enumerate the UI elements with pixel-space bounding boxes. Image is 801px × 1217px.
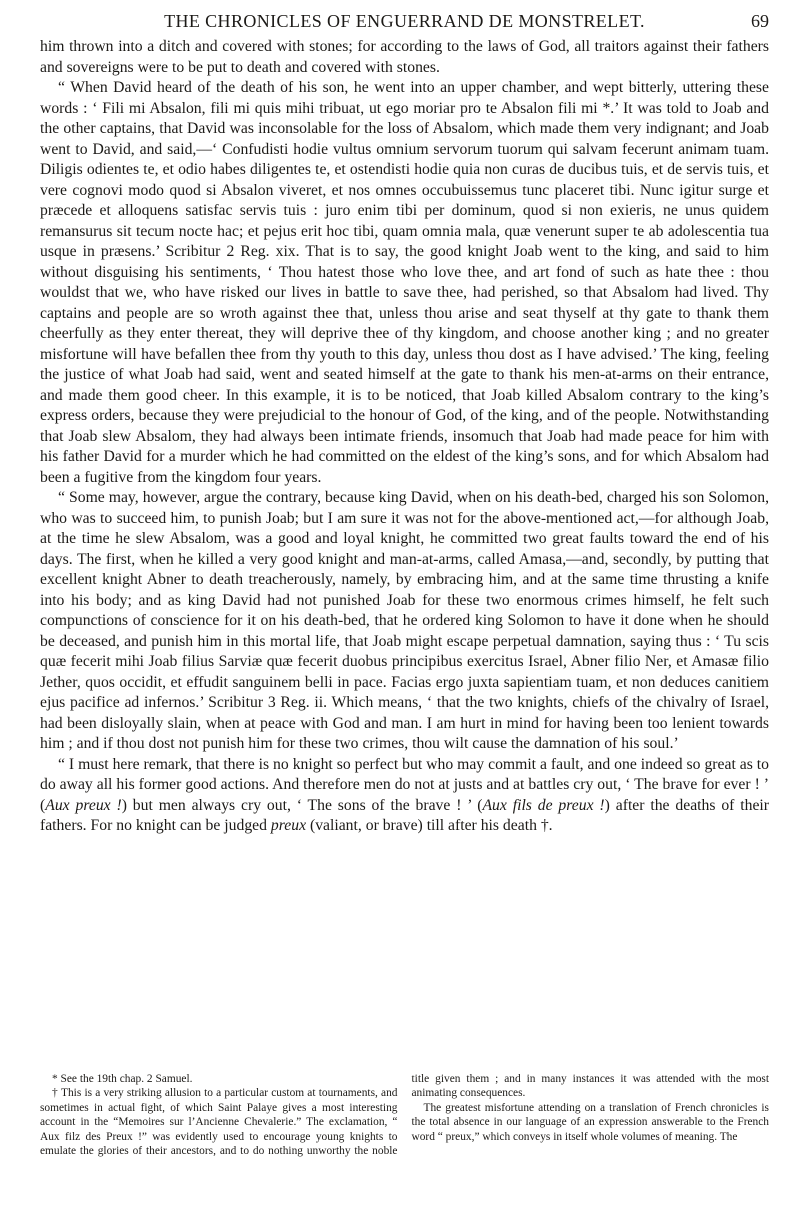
text-run: “ I must here remark, that there is no knight so perfect but who may commit a fault, and one indeed so great as to do away all his former good actions. And therefore men do not at justs and at battles cry out, ‘ The brave for ever ! ’ ( xyxy=(40,755,769,814)
text-run: (valiant, or brave) till after his death †. xyxy=(306,817,553,834)
footnote: † This is a very striking allusion to a particular custom at tournaments, and sometimes in actual fight, of which Saint Palaye gives a most interesting account in the “Memoires sur l’Ancienne Chevalerie.” The exclamation, “ Aux filz des Preux !” was evidently used to encourage young knights to emulate the glories of their ancestors, and to do nothing unworthy the noble title given them ; and in many instances it was attended with the most animating consequences. xyxy=(40,1073,769,1158)
body-text xyxy=(40,37,769,837)
text-run: ) but men always cry out, ‘ The sons of the brave ! ’ ( xyxy=(121,796,483,814)
page-header xyxy=(40,7,769,35)
italic-phrase: Aux preux ! xyxy=(45,796,122,814)
paragraph: “ Some may, however, argue the contrary, because king David, when on his death-bed, charged his son Solomon, who was to succeed him, to punish Joab; but I am sure it was not for the above-mentioned act,—for although Joab, at the time he slew Absalom, was a good and loyal knight, he committed two great faults toward the end of his days. The first, when he killed a very good knight and man-at-arms, called Amasa,—and, secondly, by putting that excellent knight Abner to death treacherously, namely, by embracing him, and at the same time thrusting a knife into his body; and as king David had not punished Joab for these two enormous crimes himself, he felt such compunctions of conscience for it on his death-bed, that he ordered king Solomon to have it done when he should be deceased, and punish him in this mortal life, that Joab might escape perpetual damnation, saying thus : ‘ Tu scis quæ fecerit mihi Joab filius Sarviæ quæ fecerit duobus principibus exercitus Israel, Abner filio Ner, et Amasæ filio Jether, quos occidit, et effudit sanguinem belli in pace. Facias ergo juxta sapientiam tuam, et non deduces canitiem ejus pacifice ad infernos.’ Scribitur 3 Reg. ii. Which means, ‘ that the two knights, chiefs of the chivalry of Israel, had been disloyally slain, when at peace with God and man. I am hurt in mind for having been too lenient towards him ; and if thou dost not punish him for these two crimes, thou wilt cause the damnation of his soul.’ xyxy=(40,489,769,752)
page-number: 69 xyxy=(751,11,769,31)
italic-phrase: Aux fils de preux ! xyxy=(482,796,605,814)
running-title: THE CHRONICLES OF ENGUERRAND DE MONSTRELET. xyxy=(164,11,645,31)
paragraph: “ When David heard of the death of his son, he went into an upper chamber, and wept bitterly, uttering these words : ‘ Fili mi Absalon, fili mi quis mihi tribuat, ut ego moriar pro te Absalon fili mi *.’ It was told to Joab and the other captains, that David was inconsolable for the loss of Absalom, which made them very indignant; and Joab went to David, and said,—‘ Confudisti hodie vultus omnium servorum tuorum qui salvam fecerunt animam tuam. Diligis odientes te, et odio habes diligentes te, et ostendisti hodie quia non curas de ducibus tuis, et de servis tuis, et vere cognovi modo quod si Absalon viveret, et nos omnes occubuissemus tunc placeret tibi. Nunc igitur surge et præcede et alloquens satisfac servis tuis : juro enim tibi per dominum, quod si non exieris, ne unus quidem remansurus sit tecum nocte hac; et pejus erit hoc tibi, quam omnia mala, quæ venerunt super te ab adolescentia tua usque in præsens.’ Scribitur 2 Reg. xix. That is to say, the good knight Joab went to the king, and said to him without disguising his sentiments, ‘ Thou hatest those who love thee, and art fond of such as hate thee : thou wouldst that we, who have risked our lives in battle to save thee, had perished, so that Absalom had lived. Thy captains and people are so wroth against thee that, unless thou arise and seat thyself at thy gate to thank them cheerfully as they enter thereat, they will deprive thee of thy kingdom, and choose another king ; and no greater misfortune will have befallen thee from thy youth to this day, unless thou dost as I have advised.’ The king, feeling the justice of what Joab had said, went and seated himself at the gate to thank his men-at-arms on their entrance, and made them good cheer. In this example, it is to be noticed, that Joab killed Absalom contrary to the king’s express orders, because they were prejudicial to the honour of God, of the king, and of the people. Notwithstanding that Joab slew Absalom, they had always been intimate friends, insomuch that Joab had made peace for him with his father David for a murder which he had committed on the eldest of the king’s sons, and for which Absalom had been a fugitive from the kingdom four years. xyxy=(40,79,769,486)
paragraph xyxy=(40,755,769,837)
paragraph: him thrown into a ditch and covered with stones; for according to the laws of God, all traitors against their fathers and sovereigns were to be put to death and covered with stones. xyxy=(40,38,769,76)
footnote: The greatest misfortune attending on a translation of French chronicles is the total absence in our language of an expression answerable to the French word “ preux,” which conveys in itself whole volumes of meaning. The xyxy=(411,1101,769,1143)
italic-phrase: preux xyxy=(270,817,307,834)
footnotes xyxy=(40,1072,769,1158)
text-run: ) after the deaths of their fathers. For no knight can be judged xyxy=(40,796,770,834)
footnote: * See the 19th chap. 2 Samuel. xyxy=(52,1073,193,1085)
